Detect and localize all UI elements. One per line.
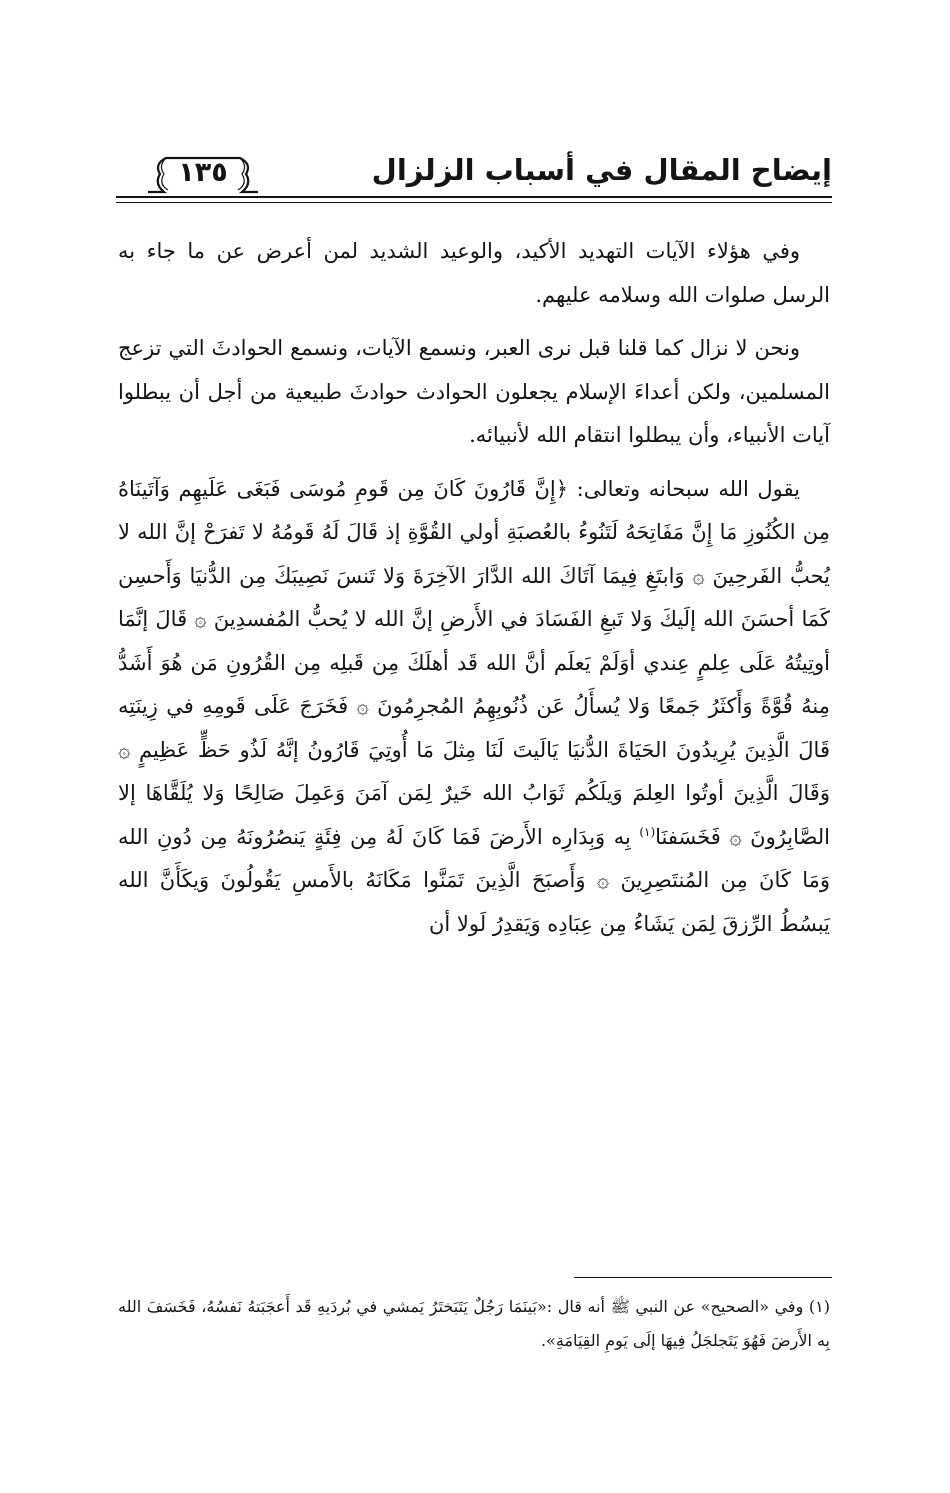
footnote-reference[interactable]: (١) xyxy=(639,824,656,839)
page-number: ١٣٥ xyxy=(178,157,228,188)
paragraph: وفي هؤلاء الآيات التهديد الأكيد، والوعيد الشديد لمن أعرض عن ما جاء به الرسل صلوات الله وسلامه عليهم. xyxy=(118,239,830,307)
footnote-separator xyxy=(574,1277,832,1278)
page-number-badge xyxy=(144,152,262,194)
quran-verses-continued: بِه وَبِدَارِه الأَرضَ فَمَا كَانَ لَهُ مِن فِئَةٍ يَنصُرُونَهُ مِن دُونِ الله وَمَا كَانَ مِن المُنتَصِرِينَ ۞ وَأَصبَحَ الَّذِينَ تَمَنَّوا مَكَانَهُ بالأَمسِ يَقُولُونَ وَيكَأَنَّ الله يَبسُطُ الرِّزقَ لِمَن يَشَاءُ مِن عِبَادِه وَيَقدِرُ لَولا أن xyxy=(118,824,830,936)
paragraph: ونحن لا نزال كما قلنا قبل نرى العبر، ونسمع الآيات، ونسمع الحوادثَ التي تزعج المسلمين، ولكن أعداءَ الإسلام يجعلون الحوادث حوادثَ طبيعية من أجل أن يبطلوا آيات الأنبياء، وأن يبطلوا انتقام الله لأنبيائه. xyxy=(118,336,830,447)
book-title: إيضاح المقال في أسباب الزلزال xyxy=(371,153,832,187)
quran-verses: إِنَّ قَارُونَ كَانَ مِن قَومِ مُوسَى فَبَغَى عَلَيهِم وَآتَينَاهُ مِن الكُنُوزِ مَا إِنَّ مَفَاتِحَهُ لَتَنُوءُ بالعُصبَةِ أولي القُوَّةِ إذ قَالَ لَهُ قَومُهُ لا تَفرَحْ إنَّ الله لا يُحبُّ الفَرحِينَ ۞ وَابتَغِ فِيمَا آتَاكَ الله الدَّارَ الآخِرَةَ وَلا تَنسَ نَصِيبَكَ مِن الدُّنيَا وَأَحسِن كَمَا أحسَنَ الله إلَيكَ وَلا تَبغِ الفَسَادَ في الأَرضِ إنَّ الله لا يُحبُّ المُفسدِينَ ۞ قَالَ إنَّمَا أوتِيتُهُ عَلَى عِلمٍ عِندي أوَلَمْ يَعلَم أنَّ الله قَد أهلَكَ مِن قَبلِه مِن القُرُونِ مَن هُوَ أَشَدُّ مِنهُ قُوَّةً وَأَكثَرُ جَمعًا وَلا يُسأَلُ عَن ذُنُوبِهِمُ المُجرِمُونَ ۞ فَخَرَجَ عَلَى قَومِهِ في زِينَتِه قَالَ الَّذِينَ يُرِيدُونَ الحَيَاةَ الدُّنيَا يَالَيتَ لَنَا مِثلَ مَا أُوتِيَ قَارُونُ إنَّهُ لَذُو حَظٍّ عَظِيمٍ ۞ وَقَالَ الَّذِينَ أوتُوا العِلمَ وَيلَكُم ثَوَابُ الله خَيرٌ لِمَن آمَنَ وَعَمِلَ صَالِحًا وَلا يُلَقَّاهَا إلا الصَّابِرُونَ ۞ فَخَسَفنَا xyxy=(118,476,830,849)
footnote: (١) وفي «الصحيح» عن النبي ﷺ أنه قال :«بَينَمَا رَجُلٌ يَتَبَختَرُ يَمشي في بُردَيهِ قَد أَعجَبَتهُ نَفسُهُ، فَخَسَفَ الله بِه الأَرضَ فَهُوَ يَتَجلجَلُ فِيهَا إلَى يَومِ القِيَامَةِ». xyxy=(118,1297,830,1350)
header-rule-thin xyxy=(116,202,832,203)
running-header xyxy=(116,148,832,210)
quran-quote-paragraph xyxy=(118,468,830,947)
quote-intro: يقول الله سبحانه وتعالى: xyxy=(568,476,800,501)
main-text xyxy=(118,230,830,956)
footnotes xyxy=(118,1290,830,1358)
aya-open-bracket: ﴿ xyxy=(555,476,569,501)
header-rule xyxy=(116,196,832,198)
